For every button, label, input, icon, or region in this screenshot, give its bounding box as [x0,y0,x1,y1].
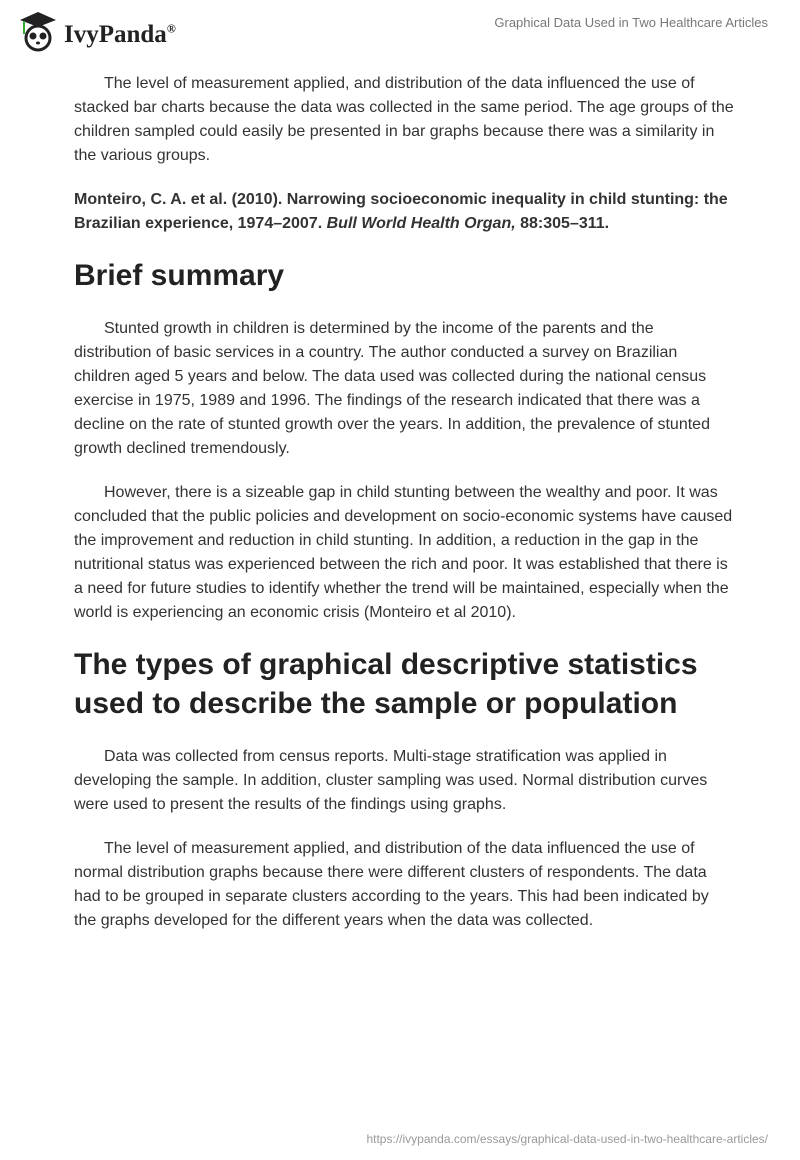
reference-citation: Monteiro, C. A. et al. (2010). Narrowing socioeconomic inequality in child stunting: the Brazilian experience, 1974–2007. [74,191,728,232]
paragraph: The level of measurement applied, and distribution of the data influenced the use of stacked bar charts because the data was collected in the same period. The age groups of the children sampled could easily be presented in bar graphs because there was a similarity in the various groups. [74,75,734,164]
paragraph: However, there is a sizeable gap in child stunting between the wealthy and poor. It was concluded that the public policies and development on socio-economic systems have caused the improvement and reduction in child stunting. In addition, a reduction in the gap in the nutritional status was experienced between the rich and poor. It was established that there is a need for future studies to identify whether the trend will be maintained, especially when the world is experiencing an economic crisis (Monteiro et al 2010). [74,484,733,621]
paragraph: Stunted growth in children is determined by the income of the parents and the distribution of basic services in a country. The author conducted a survey on Brazilian children aged 5 years and below. The data used was collected during the national census exercise in 1975, 1989 and 1996. The findings of the research indicated that there was a decline on the rate of stunted growth over the years. In addition, the prevalence of stunted growth declined tremendously. [74,320,710,457]
heading-brief-summary: Brief summary [74,259,285,292]
logo-text: IvyPanda [64,21,167,48]
reference-journal: Bull World Health Organ, [326,215,516,232]
registered-mark: ® [166,21,176,36]
logo[interactable] [18,8,176,52]
article-body [74,72,734,953]
paragraph: Data was collected from census reports. Multi-stage stratification was applied in developing the sample. In addition, cluster sampling was used. Normal distribution curves were used to present the results of the findings using graphs. [74,748,708,813]
document-title: Graphical Data Used in Two Healthcare Articles [494,15,768,30]
reference [74,188,734,236]
panda-graduate-icon [18,8,58,52]
paragraph: The level of measurement applied, and distribution of the data influenced the use of normal distribution graphs because there were different clusters of respondents. The data had to be grouped in separate clusters according to the years. This had been indicated by the graphs developed for the different years when the data was collected. [74,840,709,929]
heading-graphical-statistics: The types of graphical descriptive statistics used to describe the sample or population [74,648,698,720]
footer-url-link[interactable]: https://ivypanda.com/essays/graphical-data-used-in-two-healthcare-articles/ [366,1132,768,1146]
reference-pages: 88:305–311. [520,215,610,232]
